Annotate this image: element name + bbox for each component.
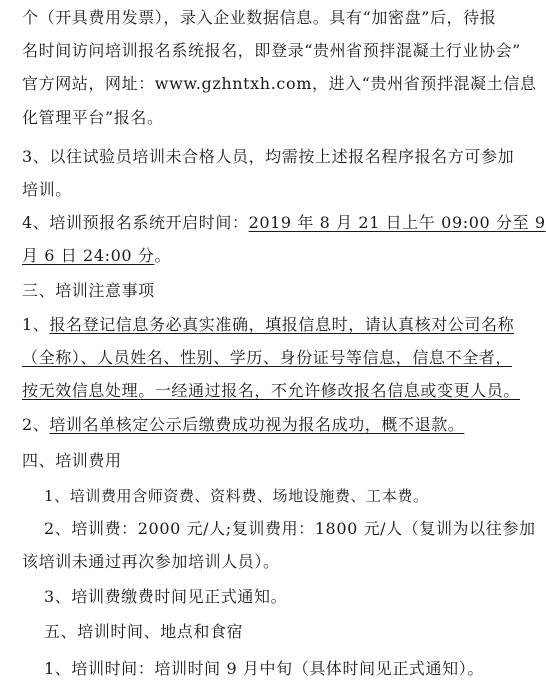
line-text: 3、培训费缴费时间见正式通知。 [44, 587, 288, 606]
line-text: 1、 [22, 315, 50, 334]
underlined-text: （全称）、人员姓名、性别、学历、身份证号等信息，信息不全者， [22, 348, 513, 367]
notice-line [22, 315, 514, 335]
section-heading [22, 281, 155, 301]
line-text: 2、 [22, 415, 50, 434]
registration-time-line [22, 246, 171, 266]
notice-line [22, 381, 520, 401]
fee-line [44, 486, 429, 506]
line-text: 该培训未通过再次参加培训人员）。 [22, 552, 280, 571]
registration-time-line [22, 213, 546, 233]
line-text: 4、培训预报名系统开启时间： [22, 213, 249, 232]
heading-text: 五、培训时间、地点和食宿 [44, 622, 244, 641]
underlined-text: 按无效信息处理。一经通过报名，不允许修改报名信息或变更人员。 [22, 381, 521, 400]
schedule-line [44, 659, 484, 679]
fee-line [44, 519, 536, 539]
line-text: 名时间访问培训报名系统报名，即登录“贵州省预拌混凝土行业协会” [22, 41, 521, 60]
underlined-text: 报名登记信息务必真实准确，填报信息时，请认真核对公司名称 [49, 315, 515, 334]
heading-text: 三、培训注意事项 [22, 281, 155, 300]
paragraph-line [22, 108, 164, 128]
fee-line [22, 552, 280, 572]
line-text: 1、培训费用含师资费、资料费、场地设施费、工本费。 [44, 487, 429, 505]
line-text: 。 [154, 246, 172, 265]
underlined-text: 月 6 日 24:00 分 [22, 246, 155, 265]
heading-text: 四、培训费用 [22, 451, 122, 470]
paragraph-line [22, 180, 72, 200]
fee-line [44, 587, 287, 607]
notice-line [22, 348, 512, 368]
line-text: 官方网站，网址：www.gzhntxh.com，进入“贵州省预拌混凝土信息 [22, 74, 537, 93]
line-text: 培训。 [22, 180, 72, 199]
line-text: 2、培训费：2000 元/人;复训费用：1800 元/人（复训为以往参加 [44, 519, 536, 538]
line-text: 化管理平台”报名。 [22, 108, 164, 127]
paragraph-line [22, 41, 521, 61]
paragraph-line [22, 74, 537, 94]
line-text: 个（开具费用发票），录入企业数据信息。具有“加密盘”后，待报 [22, 8, 497, 27]
line-text: 1、培训时间：培训时间 9 月中旬（具体时间见正式通知）。 [44, 659, 484, 678]
line-text: 3、以往试验员培训未合格人员，均需按上述报名程序报名方可参加 [22, 147, 515, 166]
paragraph-line [22, 8, 496, 28]
notice-line [22, 415, 464, 435]
underlined-text: 2019 年 8 月 21 日上午 09:00 分至 9 [248, 213, 546, 232]
underlined-text: 培训名单核定公示后缴费成功视为报名成功，概不退款。 [49, 415, 465, 434]
paragraph-line [22, 147, 514, 167]
section-heading [22, 451, 122, 471]
section-heading [44, 622, 243, 642]
